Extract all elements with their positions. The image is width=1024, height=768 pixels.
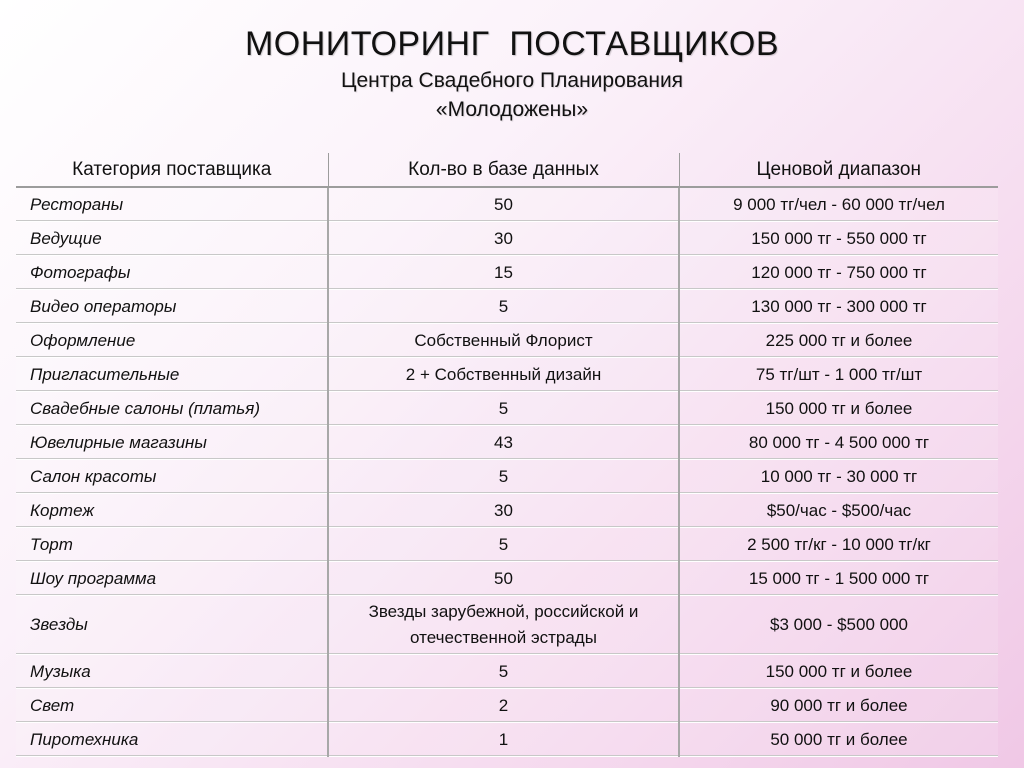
table-row — [16, 689, 998, 723]
cell-count: 15 — [328, 256, 679, 290]
cell-count: 2 + Собственный дизайн — [328, 358, 679, 392]
table-row — [16, 494, 998, 528]
cell-category: Ювелирные магазины — [16, 426, 328, 460]
table-row — [16, 358, 998, 392]
table-row — [16, 596, 998, 655]
cell-price: 130 000 тг - 300 000 тг — [679, 290, 998, 324]
cell-category: Рестораны — [16, 187, 328, 222]
cell-count: 50 — [328, 562, 679, 596]
cell-count: 5 — [328, 290, 679, 324]
table-row — [16, 426, 998, 460]
cell-category: Кортеж — [16, 494, 328, 528]
cell-price: 120 000 тг - 750 000 тг — [679, 256, 998, 290]
table-row — [16, 222, 998, 256]
table-header-row — [16, 153, 998, 187]
cell-count: 30 — [328, 494, 679, 528]
table-row — [16, 187, 998, 222]
table-row — [16, 392, 998, 426]
suppliers-table — [16, 153, 998, 757]
table-row — [16, 528, 998, 562]
cell-category: Свет — [16, 689, 328, 723]
cell-count: 5 — [328, 460, 679, 494]
table-row — [16, 655, 998, 689]
cell-price: 225 000 тг и более — [679, 324, 998, 358]
cell-price: 150 000 тг и более — [679, 392, 998, 426]
subtitle-line-2: «Молодожены» — [435, 98, 589, 121]
cell-price: 2 500 тг/кг - 10 000 тг/кг — [679, 528, 998, 562]
title-block — [0, 22, 1024, 124]
cell-category: Звезды — [16, 596, 328, 655]
cell-count: 5 — [328, 392, 679, 426]
cell-category: Ведущие — [16, 222, 328, 256]
cell-category: Пригласительные — [16, 358, 328, 392]
cell-count: Звезды зарубежной, российской и отечественной эстрады — [328, 596, 679, 655]
cell-price: 80 000 тг - 4 500 000 тг — [679, 426, 998, 460]
cell-price: $3 000 - $500 000 — [679, 596, 998, 655]
cell-category: Свадебные салоны (платья) — [16, 392, 328, 426]
table-row — [16, 562, 998, 596]
header-category: Категория поставщика — [16, 153, 328, 187]
cell-price: 10 000 тг - 30 000 тг — [679, 460, 998, 494]
table-row — [16, 723, 998, 757]
subtitle-line-1: Центра Свадебного Планирования — [340, 69, 684, 92]
cell-count: 43 — [328, 426, 679, 460]
cell-price: 150 000 тг - 550 000 тг — [679, 222, 998, 256]
cell-category: Видео операторы — [16, 290, 328, 324]
cell-price: 75 тг/шт - 1 000 тг/шт — [679, 358, 998, 392]
cell-category: Оформление — [16, 324, 328, 358]
table-row — [16, 460, 998, 494]
header-count: Кол-во в базе данных — [328, 153, 679, 187]
cell-price: 15 000 тг - 1 500 000 тг — [679, 562, 998, 596]
cell-category: Салон красоты — [16, 460, 328, 494]
cell-price: $50/час - $500/час — [679, 494, 998, 528]
table-row — [16, 290, 998, 324]
cell-price: 9 000 тг/чел - 60 000 тг/чел — [679, 187, 998, 222]
cell-price: 150 000 тг и более — [679, 655, 998, 689]
cell-category: Фотографы — [16, 256, 328, 290]
cell-count: 2 — [328, 689, 679, 723]
cell-count: 1 — [328, 723, 679, 757]
table-row — [16, 256, 998, 290]
cell-count: 50 — [328, 187, 679, 222]
cell-count: 5 — [328, 655, 679, 689]
cell-category: Шоу программа — [16, 562, 328, 596]
header-price-range: Ценовой диапазон — [679, 153, 998, 187]
table-row — [16, 324, 998, 358]
cell-count: 30 — [328, 222, 679, 256]
suppliers-table-wrap — [16, 153, 998, 757]
main-title: МОНИТОРИНГ ПОСТАВЩИКОВ — [244, 25, 780, 63]
cell-category: Музыка — [16, 655, 328, 689]
cell-category: Торт — [16, 528, 328, 562]
cell-count: 5 — [328, 528, 679, 562]
cell-price: 50 000 тг и более — [679, 723, 998, 757]
cell-price: 90 000 тг и более — [679, 689, 998, 723]
cell-category: Пиротехника — [16, 723, 328, 757]
cell-count: Собственный Флорист — [328, 324, 679, 358]
